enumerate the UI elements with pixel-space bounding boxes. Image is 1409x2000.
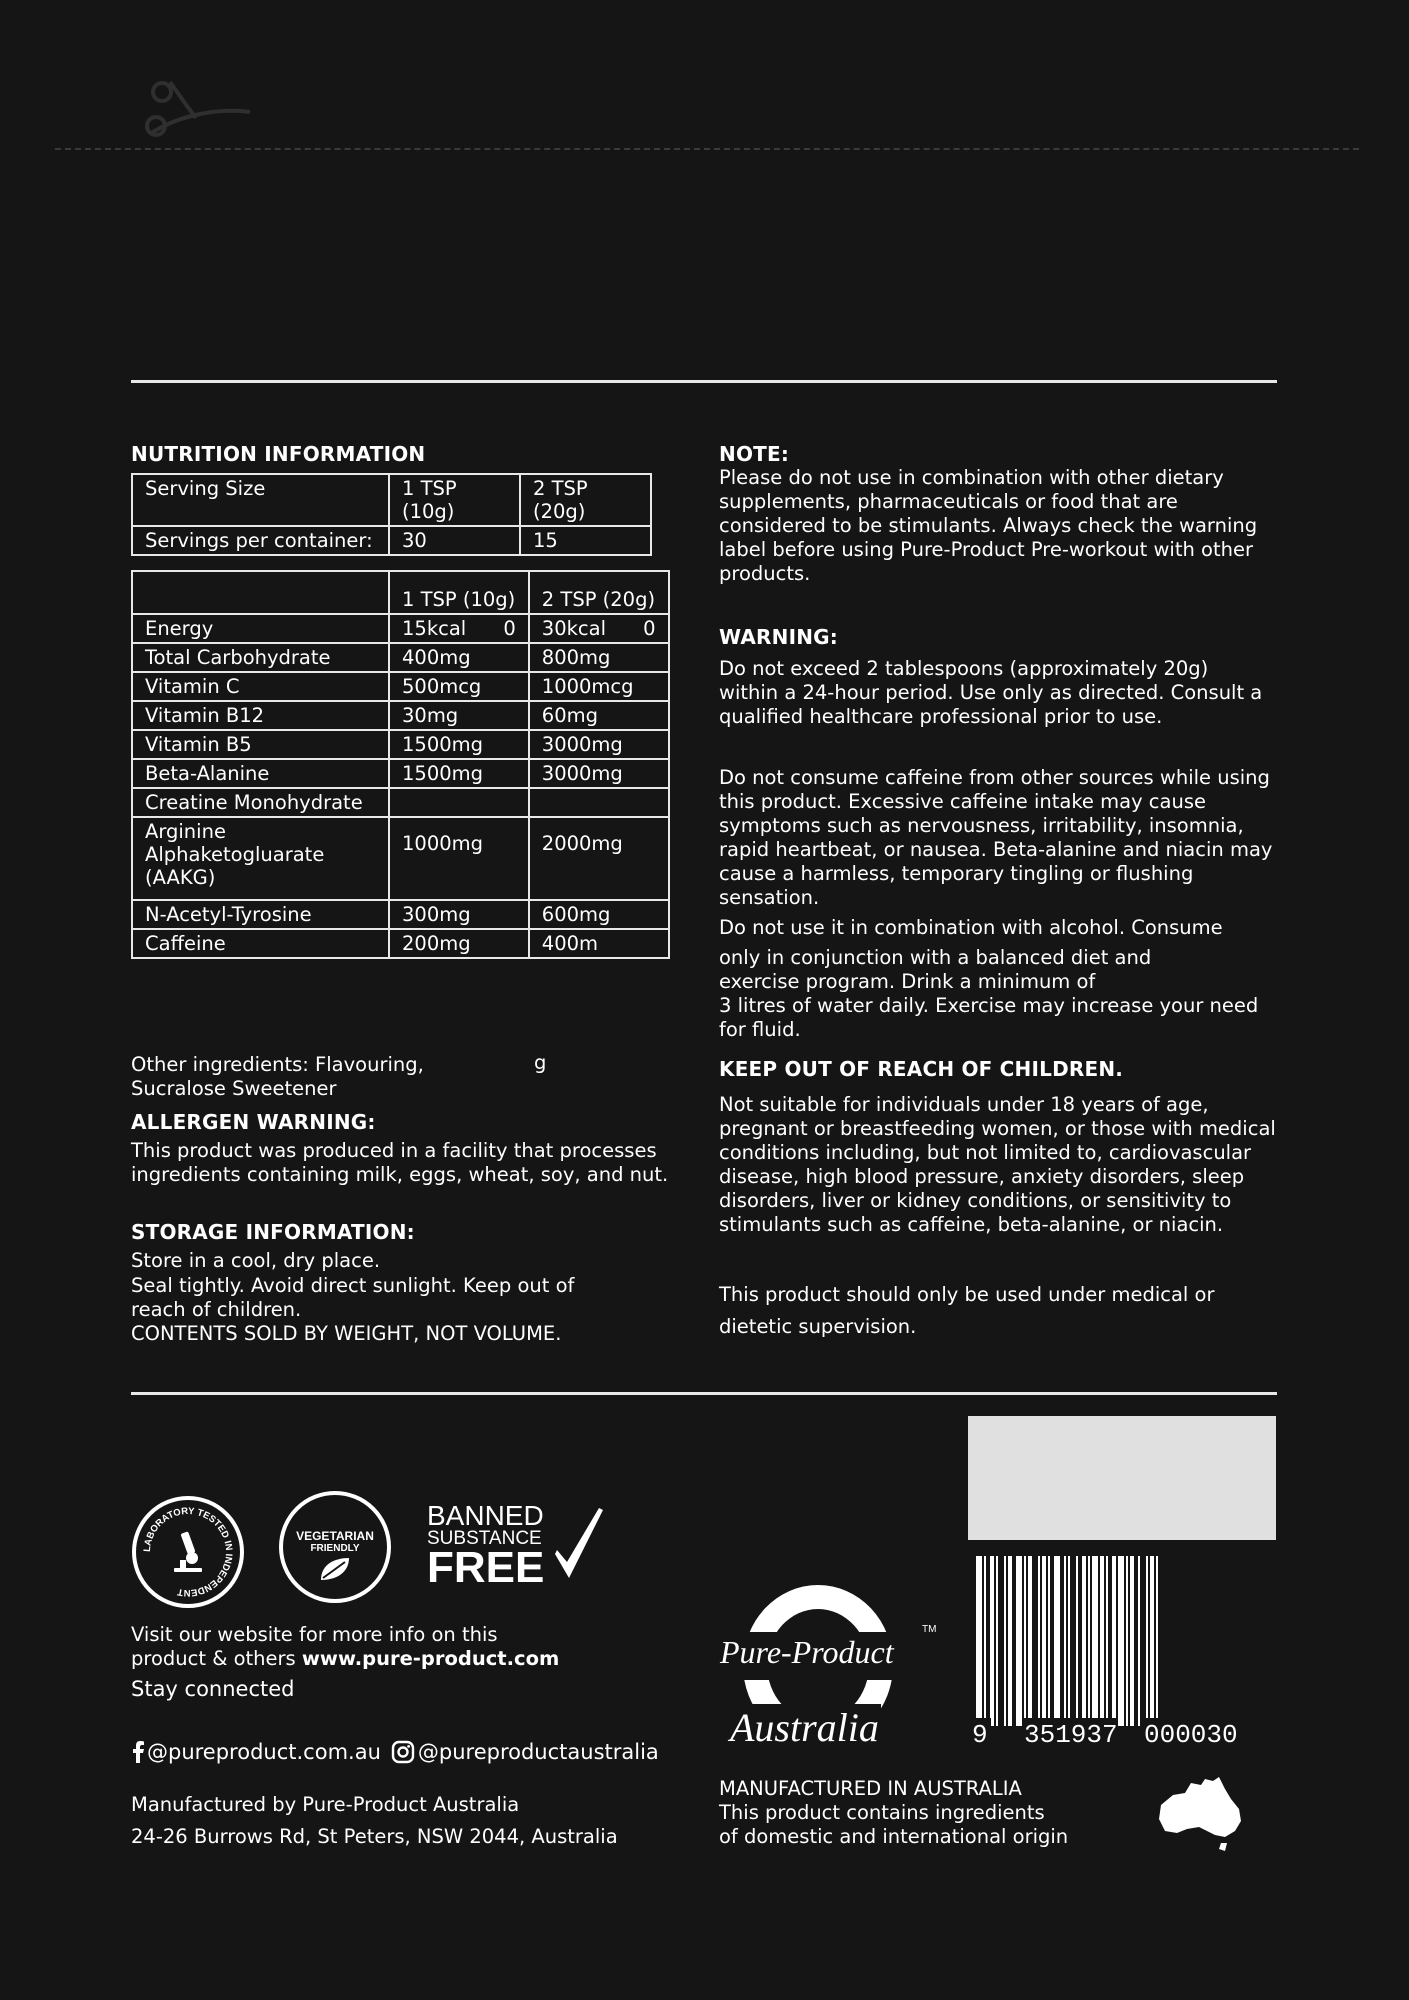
table-cell: Caffeine <box>132 929 389 958</box>
table-cell: Vitamin B12 <box>132 701 389 730</box>
table-cell: 3000mg <box>529 759 669 788</box>
storage-line: Store in a cool, dry place. <box>131 1249 381 1272</box>
medical-text: This product should only be used under medical or <box>719 1283 1215 1306</box>
table-cell: 2 TSP (20g) <box>520 474 651 526</box>
manufactured-by: Manufactured by Pure-Product Australia <box>131 1793 520 1816</box>
table-cell: 1 TSP (10g) <box>389 474 520 526</box>
trademark: TM <box>922 1624 937 1635</box>
serving-table <box>131 473 652 556</box>
barcode-bar <box>1008 1556 1012 1726</box>
barcode-bar <box>996 1556 998 1726</box>
warning-heading: WARNING: <box>719 625 838 649</box>
barcode-digits: 9 <box>972 1720 988 1748</box>
australia-map-icon <box>1155 1775 1245 1853</box>
table-cell <box>389 788 529 817</box>
microscope-icon <box>166 1528 210 1576</box>
barcode-bar <box>1024 1556 1026 1726</box>
barcode-bar <box>990 1556 994 1726</box>
children-text: Not suitable for individuals under 18 years of age, pregnant or breastfeeding women, or those with medical conditions including, but not limited to, cardiovascular disease, high blood pressure, anxiety disorders, sleep disorders, liver or kidney conditions, or sensitivity to stimulants such as caffeine, beta-alanine, or niacin. <box>719 1093 1276 1236</box>
address: 24-26 Burrows Rd, St Peters, NSW 2044, Australia <box>131 1825 618 1848</box>
barcode-bar <box>1112 1556 1116 1726</box>
table-cell: 30 <box>389 526 520 555</box>
vegetarian-label: VEGETARIAN <box>296 1528 374 1543</box>
table-cell: 400m <box>529 929 669 958</box>
barcode-bar <box>1118 1556 1124 1726</box>
table-row <box>132 474 651 526</box>
barcode-bar <box>1100 1556 1104 1726</box>
barcode-bar <box>1138 1556 1140 1726</box>
table-cell <box>529 788 669 817</box>
table-cell: 2 TSP (20g) <box>529 571 669 614</box>
table-cell: N-Acetyl-Tyrosine <box>132 900 389 929</box>
table-row <box>132 900 669 929</box>
barcode-bar <box>976 1556 982 1744</box>
barcode <box>964 1556 1268 1748</box>
barcode-bar <box>1146 1556 1148 1726</box>
table-cell: Vitamin B5 <box>132 730 389 759</box>
barcode-bar <box>1092 1556 1098 1726</box>
barcode-bar <box>1150 1556 1154 1726</box>
table-cell: 1500mg <box>389 759 529 788</box>
table-cell: 30kcal 0 <box>529 614 669 643</box>
nutrient-table <box>131 570 670 959</box>
substance-label: SUBSTANCE <box>427 1528 542 1549</box>
table-cell: Serving Size <box>132 474 389 526</box>
instagram-icon[interactable] <box>391 1740 415 1764</box>
table-row <box>132 672 669 701</box>
table-row <box>132 788 669 817</box>
lab-tested-badge <box>132 1496 244 1608</box>
note-heading: NOTE: <box>719 442 790 466</box>
visit-line <box>131 1647 691 1671</box>
allergen-text: This product was produced in a facility that processes ingredients containing milk, eggs, wheat, soy, and nut. <box>131 1139 669 1186</box>
table-cell: Creatine Monohydrate <box>132 788 389 817</box>
barcode-bar <box>1038 1556 1040 1726</box>
divider-top <box>131 380 1277 383</box>
table-row <box>132 614 669 643</box>
facebook-handle[interactable]: @pureproduct.com.au <box>147 1740 381 1764</box>
visit-text: Visit our website for more info on this <box>131 1623 498 1646</box>
barcode-bar <box>1028 1556 1032 1726</box>
table-row <box>132 759 669 788</box>
table-cell: Energy <box>132 614 389 643</box>
table-cell <box>132 571 389 614</box>
table-cell: 300mg <box>389 900 529 929</box>
banned-substance-badge <box>427 1502 607 1592</box>
vegetarian-badge <box>279 1491 391 1603</box>
table-cell: 200mg <box>389 929 529 958</box>
table-cell: 30mg <box>389 701 529 730</box>
checkmark-icon <box>555 1506 605 1582</box>
barcode-bar <box>1106 1556 1108 1726</box>
leaf-icon <box>315 1554 355 1582</box>
origin-text: This product contains ingredients <box>719 1801 1045 1824</box>
table-cell: 500mcg <box>389 672 529 701</box>
table-row <box>132 643 669 672</box>
pure-product-logo <box>710 1580 950 1750</box>
table-cell: Vitamin C <box>132 672 389 701</box>
medical-text: dietetic supervision. <box>719 1315 917 1338</box>
warning-text: 3 litres of water daily. Exercise may increase your need for fluid. <box>719 994 1259 1041</box>
table-cell: 800mg <box>529 643 669 672</box>
table-cell: 3000mg <box>529 730 669 759</box>
barcode-bar <box>1088 1556 1090 1726</box>
table-cell: 400mg <box>389 643 529 672</box>
logo-country: Australia <box>730 1705 879 1750</box>
instagram-handle[interactable]: @pureproductaustralia <box>417 1740 659 1764</box>
stay-connected: Stay connected <box>131 1677 295 1701</box>
storage-line: Seal tightly. Avoid direct sunlight. Keep out of reach of children. <box>131 1274 575 1321</box>
origin-text: of domestic and international origin <box>719 1825 1069 1848</box>
barcode-bar <box>1156 1556 1158 1744</box>
banned-label: BANNED <box>427 1500 544 1531</box>
barcode-bar <box>1068 1556 1070 1744</box>
scissors-icon <box>140 78 255 138</box>
barcode-bar <box>1054 1556 1060 1726</box>
visit-prefix: product & others <box>131 1647 302 1670</box>
table-cell: Servings per container: <box>132 526 389 555</box>
warning-text: Do not consume caffeine from other sources while using this product. Excessive caffeine intake may cause symptoms such as nervousness, irritability, insomnia, rapid heartbeat, or nausea. Beta-alanine and niacin may cause a harmless, temporary tingling or flushing sensation. <box>719 766 1273 909</box>
table-cell: Beta-Alanine <box>132 759 389 788</box>
friendly-label: FRIENDLY <box>310 1542 360 1554</box>
barcode-digits: 000030 <box>1144 1720 1238 1748</box>
barcode-bar <box>1130 1556 1134 1726</box>
table-cell: 1000mcg <box>529 672 669 701</box>
table-row <box>132 730 669 759</box>
warning-text: Do not use it in combination with alcohol. Consume <box>719 916 1223 939</box>
stray-text: g <box>534 1051 547 1074</box>
nutrition-heading: NUTRITION INFORMATION <box>131 442 426 466</box>
table-cell: 1000mg <box>389 817 529 900</box>
barcode-bar <box>1004 1556 1006 1726</box>
social-row <box>131 1740 659 1764</box>
table-row <box>132 571 669 614</box>
facebook-icon[interactable] <box>131 1741 145 1763</box>
warning-text: Do not exceed 2 tablespoons (approximately 20g) within a 24-hour period. Use only as directed. Consult a qualified healthcare professional prior to use. <box>719 657 1263 728</box>
allergen-heading: ALLERGEN WARNING: <box>131 1110 376 1134</box>
table-row <box>132 701 669 730</box>
lab-ring-text: LABORATORY TESTED IN INDEPENDENT <box>141 1505 235 1599</box>
table-row <box>132 526 651 555</box>
table-cell: Arginine Alphaketogluarate (AAKG) <box>132 817 389 900</box>
barcode-bar <box>1016 1556 1022 1726</box>
table-cell: Total Carbohydrate <box>132 643 389 672</box>
table-cell: 60mg <box>529 701 669 730</box>
barcode-bar <box>984 1556 986 1744</box>
barcode-bar <box>1042 1556 1046 1726</box>
children-heading: KEEP OUT OF REACH OF CHILDREN. <box>719 1057 1124 1081</box>
barcode-bar <box>1082 1556 1086 1726</box>
table-cell: 15 <box>520 526 651 555</box>
barcode-bar <box>1064 1556 1066 1726</box>
logo-name: Pure-Product <box>720 1634 894 1670</box>
table-cell: 15kcal 0 <box>389 614 529 643</box>
table-cell: 1 TSP (10g) <box>389 571 529 614</box>
other-ingredients: Other ingredients: Flavouring, Sucralose Sweetener <box>131 1053 424 1100</box>
barcode-bar <box>1076 1556 1078 1726</box>
barcode-bar <box>1126 1556 1128 1726</box>
website-link[interactable]: www.pure-product.com <box>301 1647 560 1670</box>
barcode-digits: 351937 <box>1024 1720 1118 1748</box>
table-cell: 600mg <box>529 900 669 929</box>
free-label: FREE <box>427 1543 545 1592</box>
warning-text: only in conjunction with a balanced diet and exercise program. Drink a minimum of <box>719 946 1152 993</box>
note-text: Please do not use in combination with other dietary supplements, pharmaceuticals or food that are considered to be stimulants. Always check the warning label before using Pure-Product Pre-workout with other products. <box>719 466 1258 585</box>
made-in-australia: MANUFACTURED IN AUSTRALIA <box>719 1777 1022 1800</box>
table-cell: 1500mg <box>389 730 529 759</box>
table-row <box>132 817 669 900</box>
divider-bottom <box>131 1392 1277 1395</box>
table-cell: 2000mg <box>529 817 669 900</box>
storage-line: CONTENTS SOLD BY WEIGHT, NOT VOLUME. <box>131 1322 562 1345</box>
barcode-bar <box>1048 1556 1050 1726</box>
cut-line <box>55 148 1359 150</box>
table-row <box>132 929 669 958</box>
storage-heading: STORAGE INFORMATION: <box>131 1220 415 1244</box>
label-placeholder <box>968 1416 1276 1540</box>
